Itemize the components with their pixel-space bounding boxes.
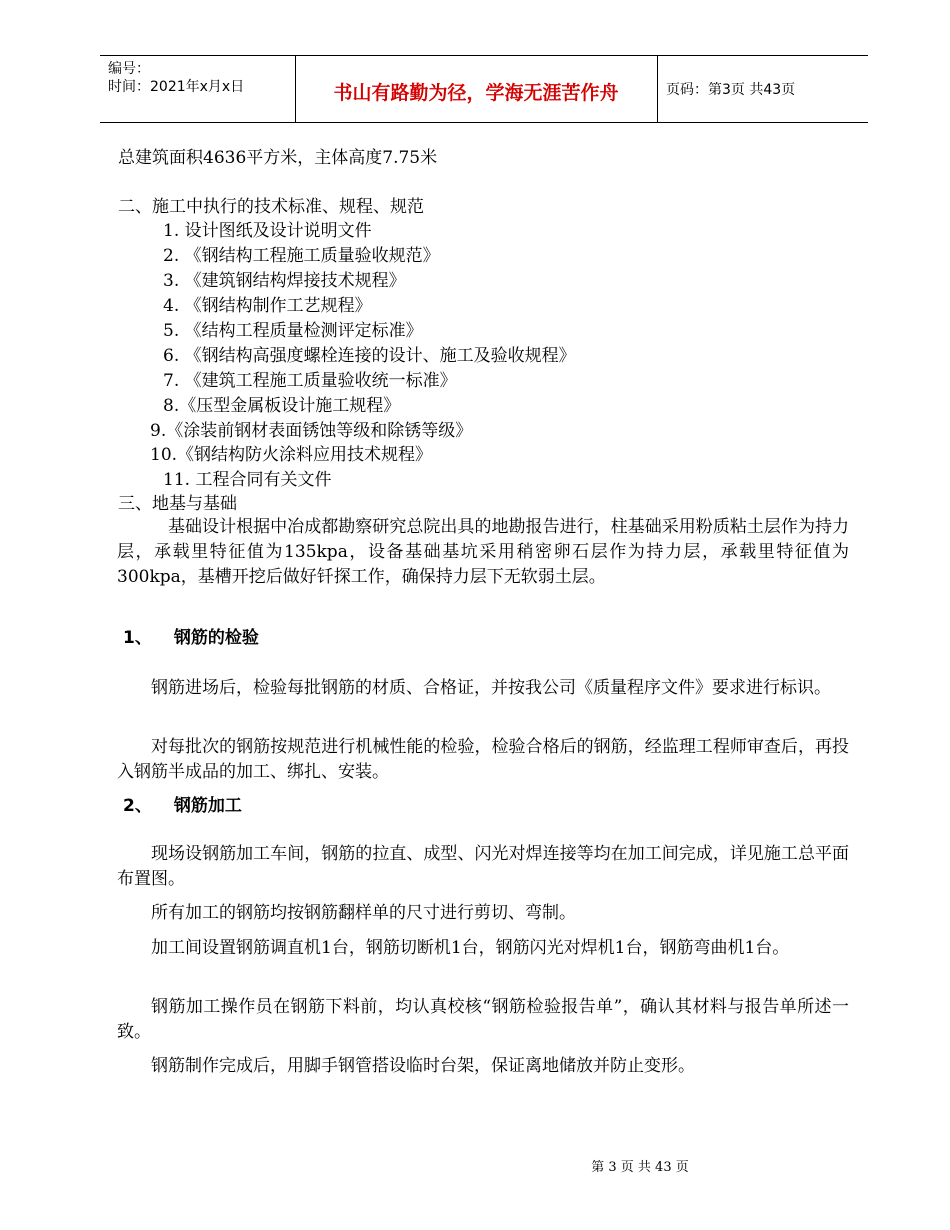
page-footer: 第 3 页 共 43 页 (591, 1160, 689, 1175)
standard-item: 3. 《建筑钢结构焊接技术规程》 (163, 271, 406, 291)
section-2-title: 二、施工中执行的技术标准、规程、规范 (118, 197, 424, 217)
document-number-label: 编号： (108, 61, 150, 77)
subsection-2-heading (123, 795, 242, 817)
paragraph: 加工间设置钢筋调直机1台，钢筋切断机1台，钢筋闪光对焊机1台，钢筋弯曲机1台。 (151, 938, 790, 958)
paragraph: 所有加工的钢筋均按钢筋翻样单的尺寸进行剪切、弯制。 (151, 903, 576, 923)
paragraph: 钢筋制作完成后，用脚手钢管搭设临时台架，保证离地储放并防止变形。 (151, 1056, 695, 1076)
header-motto: 书山有路勤为径，学海无涯苦作舟 (333, 82, 619, 104)
subsection-number: 1、 (123, 628, 152, 648)
page-header (100, 55, 868, 123)
subsection-1-heading (123, 627, 259, 649)
standard-item: 11. 工程合同有关文件 (163, 470, 332, 490)
subsection-number: 2、 (123, 796, 152, 816)
standard-item: 9.《涂装前钢材表面锈蚀等级和除锈等级》 (150, 421, 473, 441)
standard-item: 2. 《钢结构工程施工质量验收规范》 (163, 246, 440, 266)
subsection-title: 钢筋加工 (173, 796, 242, 816)
document-time-label: 时间：2021年x月x日 (108, 79, 245, 95)
paragraph: 钢筋进场后，检验每批钢筋的材质、合格证，并按我公司《质量程序文件》要求进行标识。 (151, 678, 831, 698)
paragraph: 钢筋加工操作员在钢筋下料前，均认真校核“钢筋检验报告单”，确认其材料与报告单所述一致。 (117, 997, 849, 1042)
standard-item: 10.《钢结构防火涂料应用技术规程》 (150, 445, 433, 465)
section-3-paragraph: 基础设计根据中冶成都勘察研究总院出具的地勘报告进行，柱基础采用粉质粘土层作为持力层，承载里特征值为135kpa，设备基础基坑采用稍密卵石层作为持力层，承载里特征值为300kpa，基槽开挖后做好钎探工作，确保持力层下无软弱土层。 (117, 517, 849, 587)
standard-item: 6. 《钢结构高强度螺栓连接的设计、施工及验收规程》 (163, 346, 576, 366)
paragraph: 对每批次的钢筋按规范进行机械性能的检验，检验合格后的钢筋，经监理工程师审查后，再投入钢筋半成品的加工、绑扎、安装。 (117, 737, 849, 782)
paragraph: 现场设钢筋加工车间，钢筋的拉直、成型、闪光对焊连接等均在加工间完成，详见施工总平面布置图。 (117, 844, 849, 889)
standard-item: 4. 《钢结构制作工艺规程》 (163, 296, 372, 316)
page-number-label: 页码：第3页 共43页 (666, 82, 796, 98)
intro-line: 总建筑面积4636平方米，主体高度7.75米 (118, 148, 438, 168)
standard-item: 5. 《结构工程质量检测评定标准》 (163, 321, 423, 341)
subsection-title: 钢筋的检验 (173, 628, 259, 648)
standard-item: 8.《压型金属板设计施工规程》 (163, 396, 401, 416)
standard-item: 7. 《建筑工程施工质量验收统一标准》 (163, 371, 457, 391)
section-3-title: 三、地基与基础 (118, 494, 237, 514)
header-divider (657, 56, 658, 122)
standard-item: 1. 设计图纸及设计说明文件 (163, 221, 372, 241)
